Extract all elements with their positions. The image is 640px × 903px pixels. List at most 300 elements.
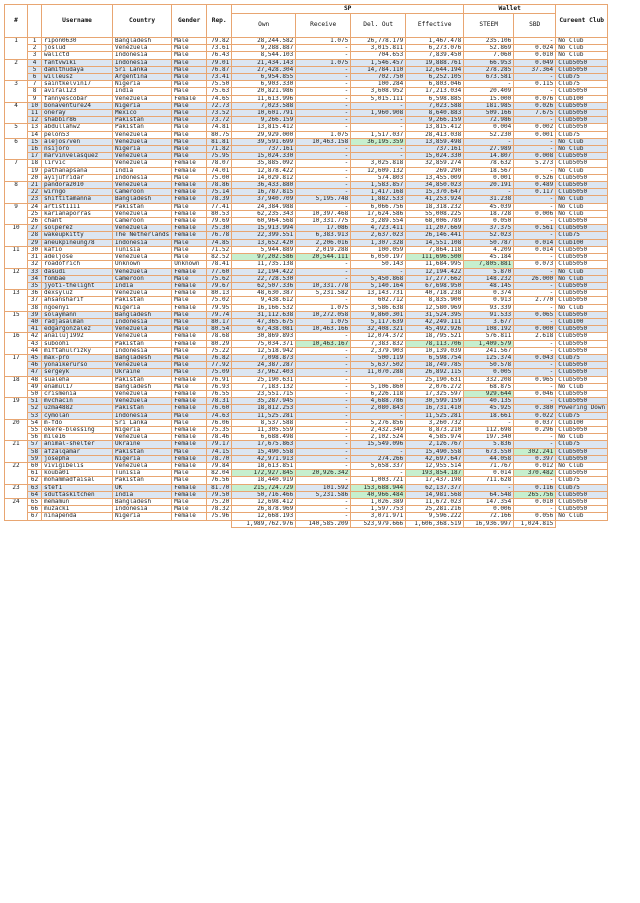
row-index: 23 <box>28 196 42 203</box>
username-cell: wakeupkitty <box>42 232 113 239</box>
gender-cell: Male <box>172 326 207 333</box>
steem-cell: 72.986 <box>464 117 514 124</box>
country-cell: Venezuela <box>113 398 172 405</box>
sbd-cell: - <box>514 383 556 390</box>
row-index: 64 <box>28 491 42 498</box>
row-index: 36 <box>28 290 42 297</box>
club-cell: Club5050 <box>556 174 608 181</box>
effective-sp-cell: 3,260.732 <box>406 419 464 426</box>
steem-cell: 1,409.579 <box>464 340 514 347</box>
country-cell: Pakistan <box>113 405 172 412</box>
del-out-sp-cell: 3,289.554 <box>351 218 406 225</box>
own-sp-cell: 35,287.945 <box>232 398 296 405</box>
table-container <box>4 4 608 528</box>
club-cell: Club5050 <box>556 290 608 297</box>
own-sp-cell: 27,428.304 <box>232 66 296 73</box>
table-row <box>5 347 608 354</box>
club-cell: Club75 <box>556 81 608 88</box>
del-out-sp-cell: 5,276.856 <box>351 419 406 426</box>
rep-cell: 75.35 <box>207 426 232 433</box>
effective-sp-cell: 28,413.038 <box>406 131 464 138</box>
del-out-sp-cell: 5,450.868 <box>351 275 406 282</box>
effective-sp-cell: 269.290 <box>406 167 464 174</box>
receive-sp-cell: 20,926.342 <box>296 470 351 477</box>
rep-cell: 76.78 <box>207 232 232 239</box>
country-cell: India <box>113 167 172 174</box>
country-cell: Indonesia <box>113 59 172 66</box>
rep-cell: 79.95 <box>207 304 232 311</box>
club-cell: Club5050 <box>556 362 608 369</box>
gender-cell: Female <box>172 218 207 225</box>
effective-sp-cell: 17,277.662 <box>406 275 464 282</box>
row-index: 49 <box>28 383 42 390</box>
steem-cell: 711.628 <box>464 477 514 484</box>
receive-sp-cell: - <box>296 383 351 390</box>
own-sp-cell: 12,194.422 <box>232 268 296 275</box>
sbd-cell: 0.014 <box>514 239 556 246</box>
receive-sp-cell: - <box>296 333 351 340</box>
rep-cell: 76.93 <box>207 383 232 390</box>
row-index: 58 <box>28 448 42 455</box>
own-sp-cell: 8,544.103 <box>232 52 296 59</box>
row-index: 13 <box>28 124 42 131</box>
sbd-cell: 0.116 <box>514 484 556 491</box>
rep-cell: 81.81 <box>207 138 232 145</box>
country-cell: Bangladesh <box>113 354 172 361</box>
header-steem: STEEM <box>464 14 514 38</box>
del-out-sp-cell: 9,860.301 <box>351 311 406 318</box>
gender-cell: Male <box>172 448 207 455</box>
row-index: 5 <box>28 66 42 73</box>
steem-cell: 91.533 <box>464 311 514 318</box>
sbd-cell: 0.014 <box>514 246 556 253</box>
table-row <box>5 441 608 448</box>
table-row <box>5 326 608 333</box>
username-cell: wirngo <box>42 189 113 196</box>
del-out-sp-cell: 3,015.811 <box>351 45 406 52</box>
gender-cell: Male <box>172 38 207 45</box>
club-cell: Club5050 <box>556 448 608 455</box>
row-index: 66 <box>28 506 42 513</box>
username-cell: fantvwiki <box>42 59 113 66</box>
username-cell: afzalqamar <box>42 448 113 455</box>
own-sp-cell: 215,724.729 <box>232 484 296 491</box>
gender-cell: Female <box>172 290 207 297</box>
del-out-sp-cell: 704.653 <box>351 52 406 59</box>
row-index: 11 <box>28 110 42 117</box>
effective-sp-cell: 41,253.924 <box>406 196 464 203</box>
steem-cell: 71.767 <box>464 462 514 469</box>
effective-sp-cell: 8,873.210 <box>406 426 464 433</box>
steem-cell: 673.581 <box>464 74 514 81</box>
username-cell: pelon53 <box>42 131 113 138</box>
gender-cell: Female <box>172 160 207 167</box>
username-cell: uzma4882 <box>42 405 113 412</box>
effective-sp-cell: 25,281.216 <box>406 506 464 513</box>
del-out-sp-cell: 2,379.903 <box>351 347 406 354</box>
username-cell: dasudi <box>42 268 113 275</box>
rep-cell: 80.29 <box>207 340 232 347</box>
rep-cell: 78.32 <box>207 506 232 513</box>
rep-cell: 77.60 <box>207 268 232 275</box>
effective-sp-cell: 15,490.558 <box>406 448 464 455</box>
effective-sp-cell: 42,697.647 <box>406 455 464 462</box>
club-cell: No Club <box>556 383 608 390</box>
own-sp-cell: 9,266.159 <box>232 117 296 124</box>
club-cell: Club5050 <box>556 311 608 318</box>
sbd-cell: 0.049 <box>514 59 556 66</box>
steem-cell: 45.039 <box>464 203 514 210</box>
country-cell: Indonesia <box>113 239 172 246</box>
row-index: 43 <box>28 340 42 347</box>
own-sp-cell: 15,024.330 <box>232 153 296 160</box>
receive-sp-cell: - <box>296 81 351 88</box>
sbd-cell: - <box>514 434 556 441</box>
rep-cell: 76.60 <box>207 405 232 412</box>
rep-cell: 75.00 <box>207 174 232 181</box>
sbd-cell: 0.022 <box>514 412 556 419</box>
effective-sp-cell: 6,598.885 <box>406 95 464 102</box>
own-sp-cell: 62,507.336 <box>232 282 296 289</box>
club-cell: Club5050 <box>556 102 608 109</box>
gender-cell: Male <box>172 347 207 354</box>
own-sp-cell: 48,630.387 <box>232 290 296 297</box>
club-cell: Club75 <box>556 441 608 448</box>
steem-cell: 0.006 <box>464 506 514 513</box>
rep-cell: 78.46 <box>207 434 232 441</box>
rep-cell: 75.62 <box>207 275 232 282</box>
table-row <box>5 462 608 469</box>
del-out-sp-cell: 5,637.502 <box>351 362 406 369</box>
receive-sp-cell: - <box>296 102 351 109</box>
row-index: 14 <box>28 131 42 138</box>
del-out-sp-cell: 13,143.731 <box>351 290 406 297</box>
table-row <box>5 491 608 498</box>
row-index: 54 <box>28 419 42 426</box>
sbd-cell: 0.965 <box>514 376 556 383</box>
totals-spacer <box>5 520 232 527</box>
gender-cell: Male <box>172 138 207 145</box>
effective-sp-cell: 2,076.272 <box>406 383 464 390</box>
effective-sp-cell: 26,146.441 <box>406 232 464 239</box>
steem-cell: 181.985 <box>464 102 514 109</box>
rep-cell: 74.63 <box>207 412 232 419</box>
rep-cell: 79.74 <box>207 311 232 318</box>
receive-sp-cell: - <box>296 347 351 354</box>
effective-sp-cell: 6,252.105 <box>406 74 464 81</box>
own-sp-cell: 15,490.558 <box>232 448 296 455</box>
effective-sp-cell: 40,718.238 <box>406 290 464 297</box>
club-cell: No Club <box>556 45 608 52</box>
own-sp-cell: 7,023.588 <box>232 102 296 109</box>
steem-cell: 68.875 <box>464 383 514 390</box>
own-sp-cell: 6,688.498 <box>232 434 296 441</box>
sbd-cell: 0.489 <box>514 182 556 189</box>
rep-cell: 71.82 <box>207 146 232 153</box>
effective-sp-cell: 17,325.597 <box>406 390 464 397</box>
del-out-sp-cell: - <box>351 470 406 477</box>
table-row <box>5 210 608 217</box>
steem-cell: 148.232 <box>464 275 514 282</box>
rep-cell: 75.20 <box>207 499 232 506</box>
country-cell: Unknown <box>113 261 172 268</box>
steem-cell: 0.001 <box>464 174 514 181</box>
del-out-sp-cell: 5,140.164 <box>351 282 406 289</box>
country-cell: Venezuela <box>113 95 172 102</box>
del-out-sp-cell: 1,597.753 <box>351 506 406 513</box>
username-cell: solaymann <box>42 311 113 318</box>
rep-cell: 79.82 <box>207 38 232 45</box>
effective-sp-cell: 68,006.789 <box>406 218 464 225</box>
effective-sp-cell: 8,640.883 <box>406 110 464 117</box>
country-cell: Venezuela <box>113 434 172 441</box>
table-row <box>5 268 608 275</box>
sbd-cell: - <box>514 254 556 261</box>
receive-sp-cell: 10,331.775 <box>296 218 351 225</box>
del-out-sp-cell: - <box>351 448 406 455</box>
receive-sp-cell: 5,231.586 <box>296 491 351 498</box>
receive-sp-cell: - <box>296 189 351 196</box>
sbd-cell: 0.397 <box>514 455 556 462</box>
header-effective: Effective <box>406 14 464 38</box>
rep-cell: 75.30 <box>207 225 232 232</box>
country-cell: Bangladesh <box>113 311 172 318</box>
table-body <box>5 38 608 521</box>
club-cell: No Club <box>556 52 608 59</box>
steem-cell: 78.632 <box>464 160 514 167</box>
country-cell: Venezuela <box>113 254 172 261</box>
country-cell: Argentina <box>113 74 172 81</box>
gender-cell: Female <box>172 167 207 174</box>
own-sp-cell: 17,675.863 <box>232 441 296 448</box>
effective-sp-cell: 8,835.900 <box>406 297 464 304</box>
rep-cell: 80.75 <box>207 131 232 138</box>
club-cell: Club5050 <box>556 426 608 433</box>
del-out-sp-cell: 36,195.359 <box>351 138 406 145</box>
receive-sp-cell: - <box>296 268 351 275</box>
steem-cell: 0.050 <box>464 218 514 225</box>
receive-sp-cell: - <box>296 477 351 484</box>
del-out-sp-cell: 5,015.111 <box>351 95 406 102</box>
row-index: 48 <box>28 376 42 383</box>
club-cell: Club5050 <box>556 398 608 405</box>
effective-sp-cell: 19,888.761 <box>406 59 464 66</box>
country-cell: Pakistan <box>113 477 172 484</box>
sbd-cell: 0.296 <box>514 426 556 433</box>
own-sp-cell: 60,964.568 <box>232 218 296 225</box>
rep-cell: 80.17 <box>207 318 232 325</box>
steem-cell: 15.000 <box>464 95 514 102</box>
header-rep: Rep. <box>207 5 232 38</box>
own-sp-cell: 47,365.675 <box>232 318 296 325</box>
del-out-sp-cell: 574.803 <box>351 174 406 181</box>
gender-cell: Female <box>172 405 207 412</box>
effective-sp-cell: 7,864.118 <box>406 246 464 253</box>
username-cell: ayijufridar <box>42 174 113 181</box>
del-out-sp-cell: 5,106.860 <box>351 383 406 390</box>
steem-cell: 14.807 <box>464 153 514 160</box>
effective-sp-cell: 14,981.568 <box>406 491 464 498</box>
steem-cell: 4.209 <box>464 246 514 253</box>
username-cell: lirvic <box>42 160 113 167</box>
sbd-cell: - <box>514 318 556 325</box>
receive-sp-cell: - <box>296 261 351 268</box>
del-out-sp-cell: 1,003.721 <box>351 477 406 484</box>
gender-cell: Female <box>172 182 207 189</box>
gender-cell: Female <box>172 189 207 196</box>
effective-sp-cell: 32,859.274 <box>406 160 464 167</box>
username-cell: aviral123 <box>42 88 113 95</box>
sbd-cell: - <box>514 340 556 347</box>
rep-cell: 75.50 <box>207 81 232 88</box>
table-row <box>5 290 608 297</box>
own-sp-cell: 50,716.466 <box>232 491 296 498</box>
rep-cell: 80.53 <box>207 210 232 217</box>
own-sp-cell: 39,591.699 <box>232 138 296 145</box>
del-out-sp-cell: - <box>351 117 406 124</box>
sbd-cell: 0.117 <box>514 189 556 196</box>
group-number: 9 <box>5 203 28 225</box>
del-out-sp-cell: 1,583.857 <box>351 182 406 189</box>
del-out-sp-cell: - <box>351 268 406 275</box>
gender-cell: Female <box>172 441 207 448</box>
receive-sp-cell: - <box>296 376 351 383</box>
row-index: 31 <box>28 254 42 261</box>
country-cell: Pakistan <box>113 297 172 304</box>
username-cell: ngoenyi <box>42 304 113 311</box>
club-cell: Club5050 <box>556 59 608 66</box>
total-del-out: 523,979.666 <box>351 520 406 527</box>
steem-cell: 929.644 <box>464 390 514 397</box>
club-cell: Club5050 <box>556 124 608 131</box>
receive-sp-cell: 1.075 <box>296 304 351 311</box>
club-cell: Club5050 <box>556 153 608 160</box>
gender-cell: Female <box>172 196 207 203</box>
steem-cell: 37.375 <box>464 225 514 232</box>
rep-cell: 75.14 <box>207 189 232 196</box>
sbd-cell: - <box>514 398 556 405</box>
gender-cell: Male <box>172 506 207 513</box>
sbd-cell: 0.010 <box>514 499 556 506</box>
rep-cell: 79.84 <box>207 462 232 469</box>
group-number: 12 <box>5 268 28 290</box>
del-out-sp-cell: 1,517.037 <box>351 131 406 138</box>
receive-sp-cell: - <box>296 153 351 160</box>
country-cell: Indonesia <box>113 347 172 354</box>
receive-sp-cell: 10,397.468 <box>296 210 351 217</box>
username-cell: memamun <box>42 499 113 506</box>
username-cell: mile16 <box>42 434 113 441</box>
gender-cell: Female <box>172 333 207 340</box>
club-cell: Club5050 <box>556 376 608 383</box>
country-cell: Pakistan <box>113 117 172 124</box>
sbd-cell: - <box>514 146 556 153</box>
own-sp-cell: 31,112.638 <box>232 311 296 318</box>
gender-cell: Male <box>172 297 207 304</box>
row-index: 15 <box>28 138 42 145</box>
steem-cell: 48.145 <box>464 282 514 289</box>
club-cell: Club5050 <box>556 189 608 196</box>
username-cell: kouba01 <box>42 470 113 477</box>
gender-cell: Male <box>172 88 207 95</box>
header-num: # <box>5 5 28 38</box>
rep-cell: 78.07 <box>207 160 232 167</box>
table-row <box>5 246 608 253</box>
table-row <box>5 434 608 441</box>
gender-cell: Male <box>172 246 207 253</box>
receive-sp-cell: 10,463.167 <box>296 340 351 347</box>
effective-sp-cell: 193,854.187 <box>406 470 464 477</box>
gender-cell: Female <box>172 513 207 520</box>
username-cell: stef1 <box>42 484 113 491</box>
receive-sp-cell: - <box>296 369 351 376</box>
row-index: 16 <box>28 146 42 153</box>
club-status-table <box>4 4 608 528</box>
country-cell: Venezuela <box>113 268 172 275</box>
country-cell: Venezuela <box>113 210 172 217</box>
username-cell: kafio <box>42 246 113 253</box>
club-cell: No Club <box>556 138 608 145</box>
table-row <box>5 398 608 405</box>
del-out-sp-cell: 100.059 <box>351 246 406 253</box>
rep-cell: 76.55 <box>207 390 232 397</box>
header-sp-group: SP <box>232 5 464 14</box>
effective-sp-cell: 2,126.767 <box>406 441 464 448</box>
table-row <box>5 275 608 282</box>
table-row <box>5 477 608 484</box>
steem-cell: 108.192 <box>464 326 514 333</box>
sbd-cell: 0.006 <box>514 210 556 217</box>
username-cell: okere-blessing <box>42 426 113 433</box>
sbd-cell: 0.002 <box>514 124 556 131</box>
del-out-sp-cell: 32,408.321 <box>351 326 406 333</box>
table-row <box>5 232 608 239</box>
del-out-sp-cell: 274.266 <box>351 455 406 462</box>
receive-sp-cell: 101.592 <box>296 484 351 491</box>
steem-cell: 197.340 <box>464 434 514 441</box>
row-index: 1 <box>28 38 42 45</box>
steem-cell: 673.550 <box>464 448 514 455</box>
del-out-sp-cell: 5,658.337 <box>351 462 406 469</box>
effective-sp-cell: 12,194.422 <box>406 268 464 275</box>
country-cell: Indonesia <box>113 318 172 325</box>
sbd-cell: 2.618 <box>514 333 556 340</box>
receive-sp-cell: 10,463.166 <box>296 326 351 333</box>
country-cell: Indonesia <box>113 412 172 419</box>
own-sp-cell: 9,288.887 <box>232 45 296 52</box>
rep-cell: 72.73 <box>207 102 232 109</box>
club-cell: Club5050 <box>556 455 608 462</box>
row-index: 17 <box>28 153 42 160</box>
own-sp-cell: 8,537.588 <box>232 419 296 426</box>
receive-sp-cell: - <box>296 499 351 506</box>
effective-sp-cell: 78,113.706 <box>406 340 464 347</box>
table-row <box>5 189 608 196</box>
own-sp-cell: 97,202.586 <box>232 254 296 261</box>
sbd-cell: - <box>514 362 556 369</box>
del-out-sp-cell: - <box>351 412 406 419</box>
del-out-sp-cell: 1,307.328 <box>351 239 406 246</box>
rep-cell: 75.96 <box>207 513 232 520</box>
own-sp-cell: 13,652.420 <box>232 239 296 246</box>
sbd-cell: 0.010 <box>514 52 556 59</box>
table-row <box>5 218 608 225</box>
receive-sp-cell: - <box>296 74 351 81</box>
sbd-cell: 37.364 <box>514 66 556 73</box>
steem-cell: 0.374 <box>464 290 514 297</box>
username-cell: adeljose <box>42 254 113 261</box>
row-index: 29 <box>28 239 42 246</box>
